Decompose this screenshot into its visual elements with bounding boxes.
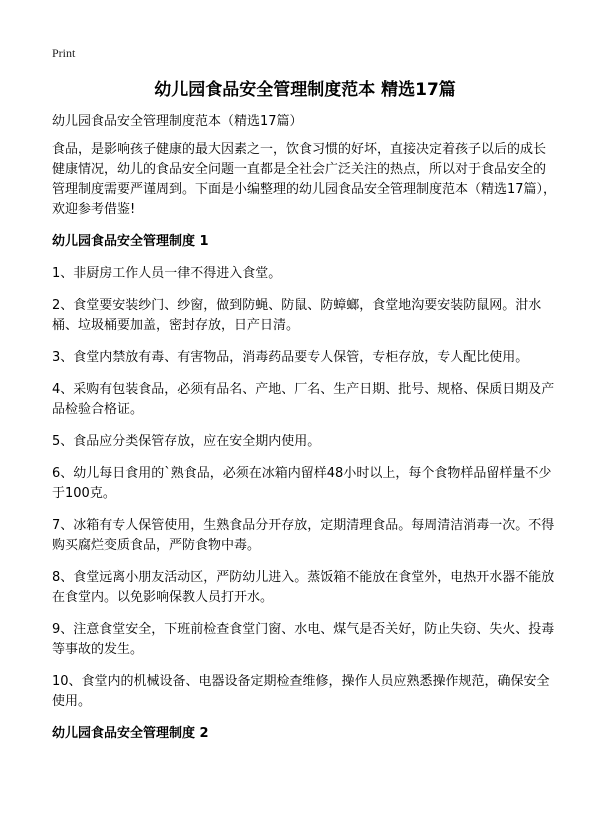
rule-item: 3、食堂内禁放有毒、有害物品，消毒药品要专人保管，专柜存放，专人配比使用。 (52, 350, 529, 365)
rule-item: 9、注意食堂安全，下班前检查食堂门窗、水电、煤气是否关好，防止失窃、失火、投毒等事故的发生。 (52, 622, 555, 657)
rule-item: 2、食堂要安装纱门、纱窗，做到防蝇、防鼠、防蟑螂，食堂地沟要安装防鼠网。泔水桶、垃圾桶要加盖，密封存放，日产日清。 (52, 298, 542, 333)
rule-item: 4、采购有包装食品，必须有品名、产地、厂名、生产日期、批号、规格、保质日期及产品检验合格证。 (52, 382, 555, 417)
rule-item: 8、食堂远离小朋友活动区，严防幼儿进入。蒸饭箱不能放在食堂外，电热开水器不能放在食堂内。以免影响保教人员打开水。 (52, 570, 555, 605)
rule-item: 1、非厨房工作人员一律不得进入食堂。 (52, 266, 282, 281)
section-heading-1: 幼儿园食品安全管理制度 1 (52, 234, 209, 249)
document-subtitle: 幼儿园食品安全管理制度范本（精选17篇） (52, 114, 303, 129)
intro-paragraph: 食品，是影响孩子健康的最大因素之一，饮食习惯的好坏，直接决定着孩子以后的成长健康情况，幼儿的食品安全问题一直都是全社会广泛关注的热点，所以对于食品安全的管理制度需要严谨周到。下面是小编整理的幼儿园食品安全管理制度范本（精选17篇），欢迎参考借鉴! (52, 142, 557, 217)
document-title: 幼儿园食品安全管理制度范本 精选17篇 (154, 80, 456, 100)
print-label: Print (52, 46, 76, 60)
rule-item: 7、冰箱有专人保管使用，生熟食品分开存放，定期清理食品。每周清洁消毒一次。不得购买腐烂变质食品，严防食物中毒。 (52, 518, 555, 553)
rule-item: 6、幼儿每日食用的`熟食品，必须在冰箱内留样48小时以上，每个食物样品留样量不少于100克。 (52, 466, 552, 501)
rule-item: 5、食品应分类保管存放，应在安全期内使用。 (52, 434, 321, 449)
rule-item: 10、食堂内的机械设备、电器设备定期检查维修，操作人员应熟悉操作规范，确保安全使用。 (52, 674, 550, 709)
section-heading-2: 幼儿园食品安全管理制度 2 (52, 726, 209, 741)
